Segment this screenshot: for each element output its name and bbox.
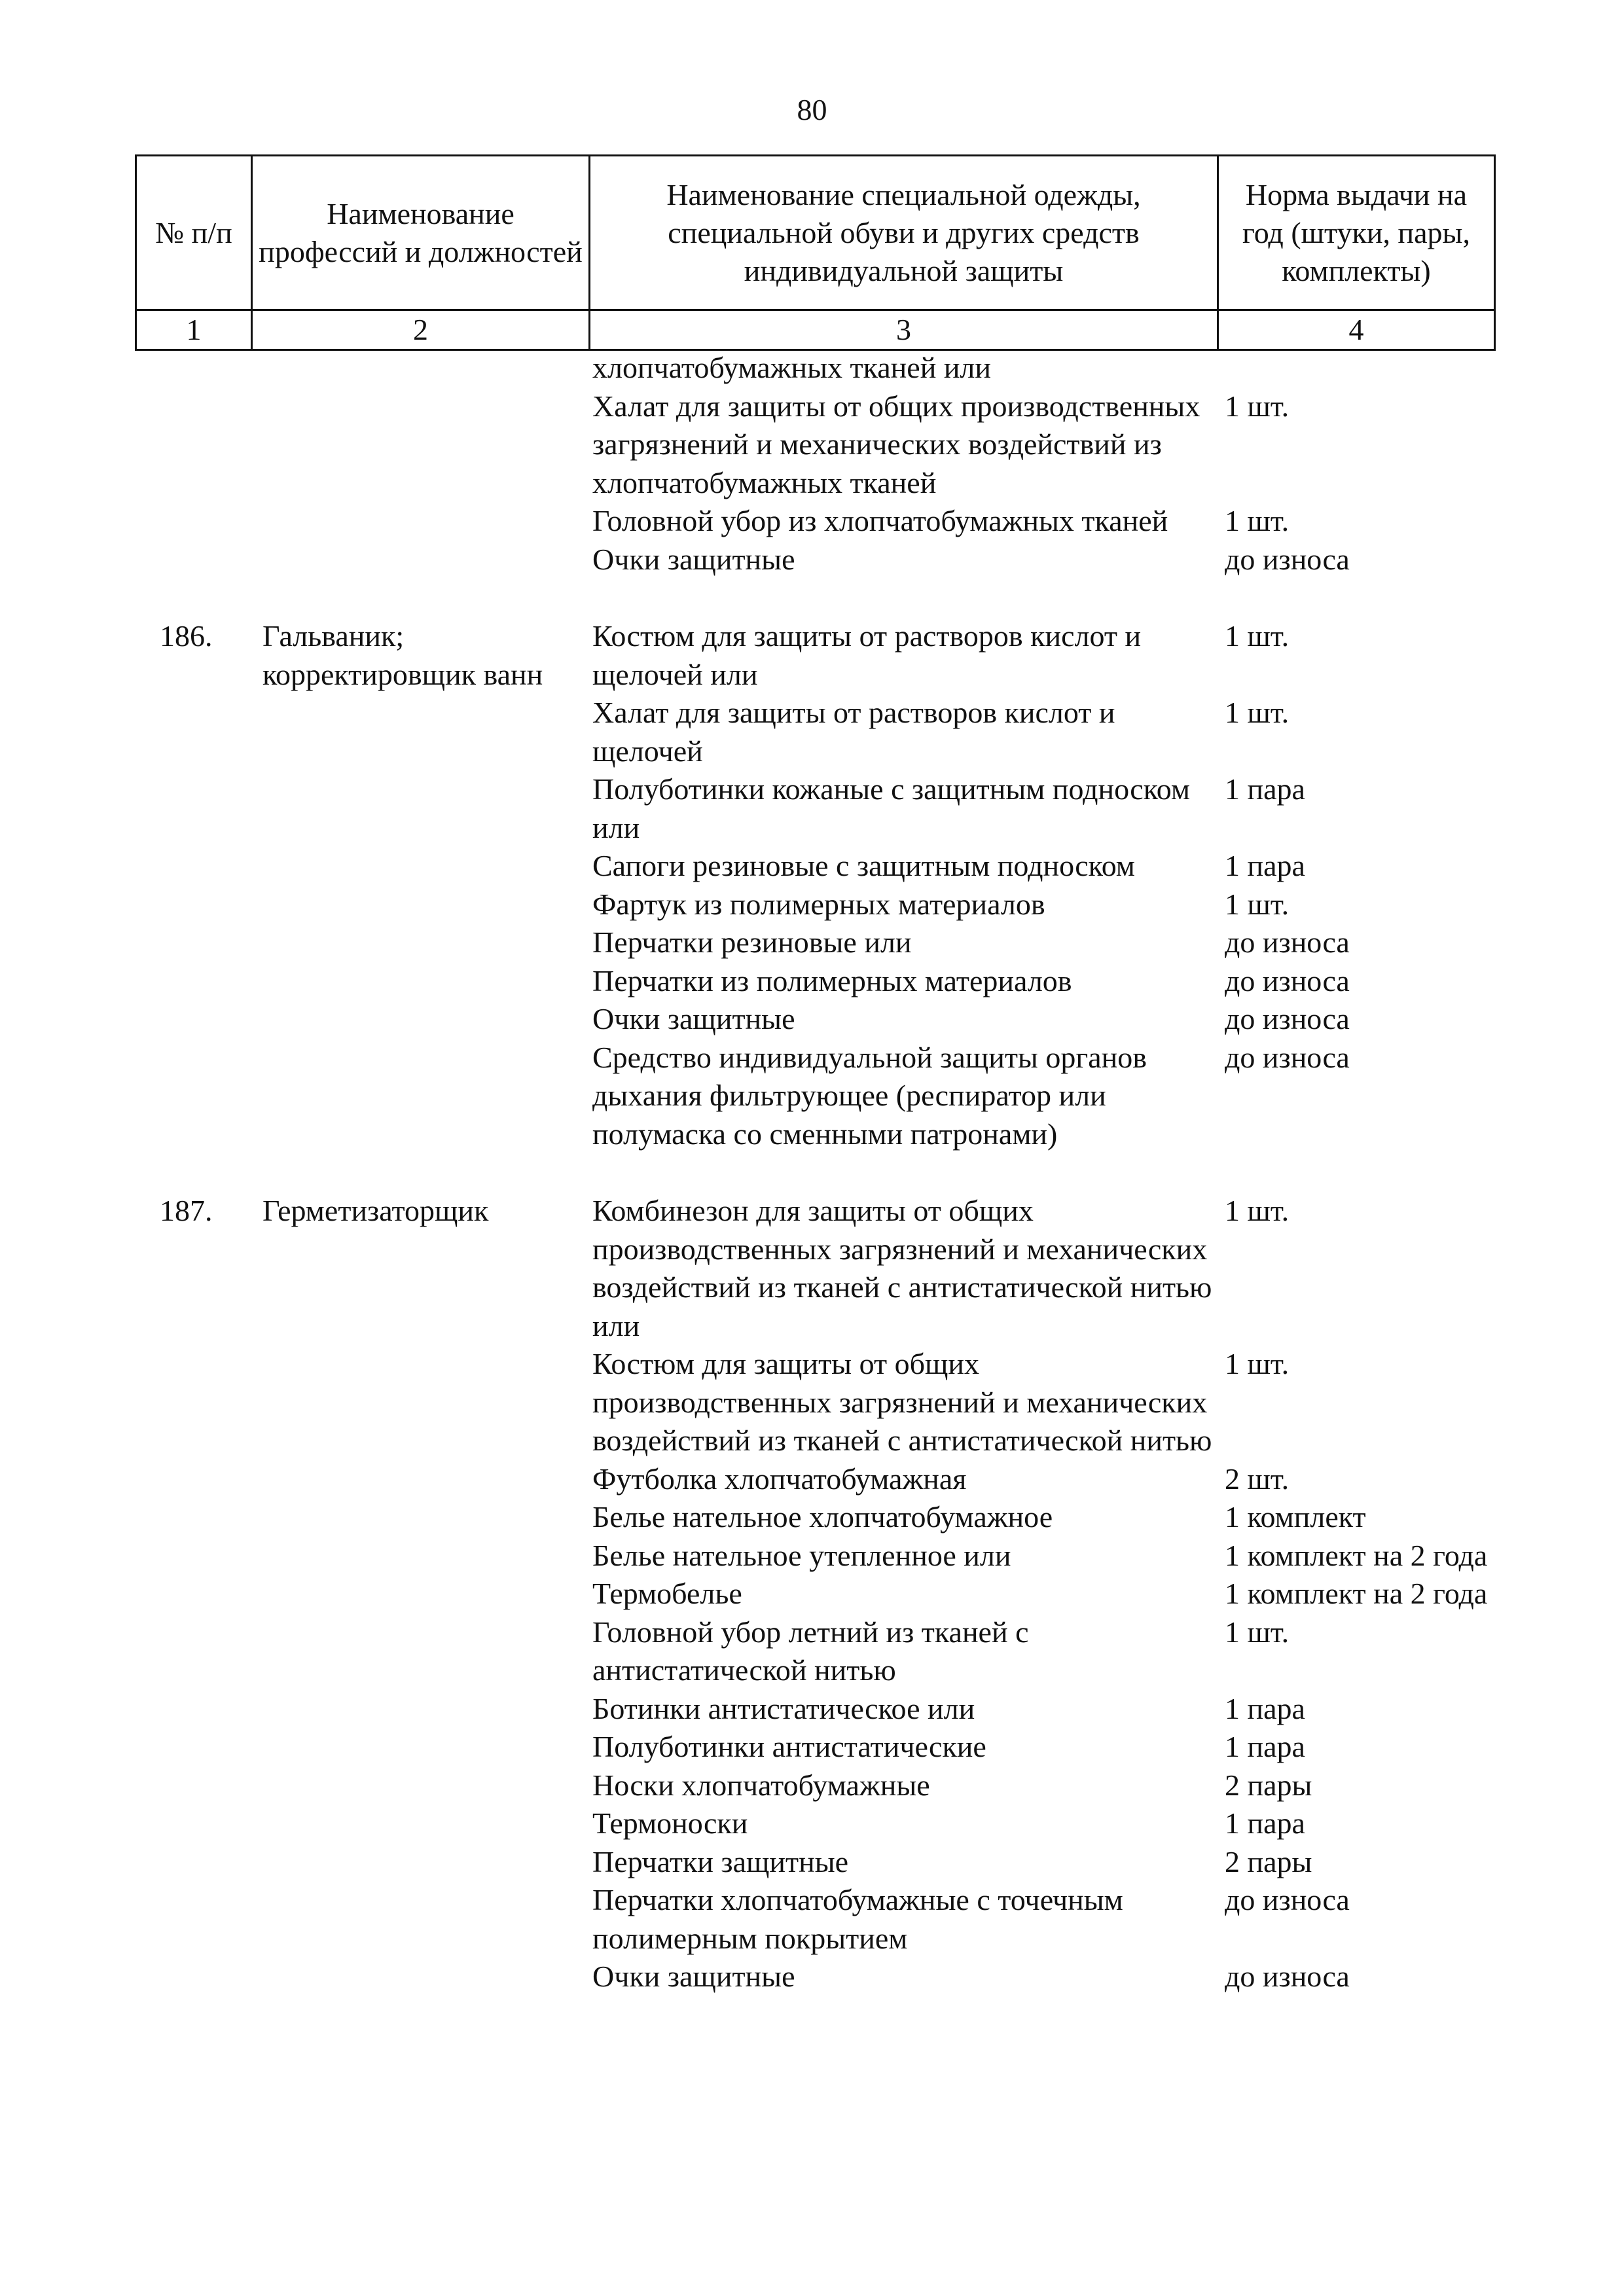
issue-norm: 1 комплект xyxy=(1225,1500,1366,1534)
equipment-name: Халат для защиты от общих производственных загрязнений и механических воздействий из хлопчатобумажных тканей xyxy=(592,389,1200,499)
list-item xyxy=(588,1613,1494,1690)
equipment-name: Перчатки из полимерных материалов xyxy=(592,963,1072,997)
issue-norm: 2 пары xyxy=(1225,1768,1312,1802)
equipment-name: Халат для защиты от растворов кислот и щелочей xyxy=(592,696,1115,768)
issue-norm: до износа xyxy=(1225,1883,1350,1916)
issue-norm: до износа xyxy=(1225,963,1350,997)
equipment-name: Фартук из полимерных материалов xyxy=(592,887,1045,921)
list-item xyxy=(588,617,1494,694)
list-item xyxy=(588,1498,1494,1537)
issue-norm: 2 шт. xyxy=(1225,1462,1290,1496)
equipment-name: Футболка хлопчатобумажная xyxy=(592,1462,967,1496)
list-item xyxy=(588,502,1494,541)
equipment-name: Костюм для защиты от общих производственных загрязнений и механических воздействий из тканей с антистатической нитью xyxy=(592,1347,1212,1457)
equipment-name: Белье нательное утепленное или xyxy=(592,1538,1011,1572)
issue-norm: 1 шт. xyxy=(1225,887,1290,921)
equipment-name: Перчатки резиновые или xyxy=(592,925,912,959)
issue-norm: 1 пара xyxy=(1225,1806,1305,1840)
issue-norm: до износа xyxy=(1225,1960,1350,1993)
profession-name: Гальваник; корректировщик ванн xyxy=(262,619,543,691)
equipment-name: Очки защитные xyxy=(592,1960,795,1993)
row-number: 186. xyxy=(160,619,213,653)
column-header-equipment: Наименование специальной одежды, специальной обуви и других средств индивидуальной защиты xyxy=(590,156,1218,310)
list-item xyxy=(588,1537,1494,1575)
issue-norm: 1 шт. xyxy=(1225,619,1290,653)
equipment-name: Головной убор летний из тканей с антистатической нитью xyxy=(592,1615,1029,1687)
issue-norm: до износа xyxy=(1225,542,1350,576)
list-item xyxy=(588,541,1494,579)
equipment-name: Комбинезон для защиты от общих производственных загрязнений и механических воздействий из тканей с антистатической нитью или xyxy=(592,1194,1212,1342)
equipment-name: Ботинки антистатическое или xyxy=(592,1691,975,1725)
list-item xyxy=(588,387,1494,503)
column-number-1: 1 xyxy=(136,310,252,350)
issue-norm: до износа xyxy=(1225,1002,1350,1035)
list-item xyxy=(588,962,1494,1001)
equipment-name: Перчатки хлопчатобумажные с точечным полимерным покрытием xyxy=(592,1883,1123,1955)
issue-norm: 1 пара xyxy=(1225,849,1305,882)
table-body xyxy=(135,349,1494,1996)
list-item xyxy=(588,924,1494,962)
issue-norm: 1 шт. xyxy=(1225,504,1290,537)
list-item xyxy=(588,1767,1494,1805)
equipment-name: Термоноски xyxy=(592,1806,748,1840)
issue-norm: 1 шт. xyxy=(1225,1194,1290,1227)
issue-norm: 1 комплект на 2 года xyxy=(1225,1577,1488,1610)
equipment-name: Очки защитные xyxy=(592,1002,795,1035)
equipment-name: Головной убор из хлопчатобумажных тканей xyxy=(592,504,1168,537)
list-item xyxy=(588,847,1494,886)
list-item xyxy=(588,1039,1494,1154)
issue-norm: 1 комплект на 2 года xyxy=(1225,1538,1488,1572)
column-header-profession: Наименование профессий и должностей xyxy=(252,156,590,310)
equipment-name: Костюм для защиты от растворов кислот и щелочей или xyxy=(592,619,1142,691)
continuation-block xyxy=(135,349,1494,579)
list-item xyxy=(588,1460,1494,1499)
list-item xyxy=(588,1192,1494,1345)
row-number: 187. xyxy=(160,1194,213,1227)
table-header xyxy=(135,154,1496,351)
equipment-name: Очки защитные xyxy=(592,542,795,576)
table-row xyxy=(135,617,1494,1153)
issue-norm: 1 пара xyxy=(1225,1691,1305,1725)
list-item xyxy=(588,1843,1494,1882)
issue-norm: 1 шт. xyxy=(1225,1615,1290,1649)
page-number: 80 xyxy=(797,93,827,126)
issue-norm: до износа xyxy=(1225,1040,1350,1074)
equipment-name: хлопчатобумажных тканей или xyxy=(592,351,992,384)
equipment-name: Носки хлопчатобумажные xyxy=(592,1768,930,1802)
list-item xyxy=(588,1000,1494,1039)
issue-norm: 2 пары xyxy=(1225,1844,1312,1878)
table-row xyxy=(135,1192,1494,1996)
list-item xyxy=(588,349,1494,387)
list-item xyxy=(588,1345,1494,1460)
equipment-name: Средство индивидуальной защиты органов дыхания фильтрующее (респиратор или полумаска со сменными патронами) xyxy=(592,1040,1147,1151)
column-number-2: 2 xyxy=(252,310,590,350)
issue-norm: 1 шт. xyxy=(1225,1347,1290,1380)
list-item xyxy=(588,1804,1494,1843)
equipment-name: Термобелье xyxy=(592,1577,742,1610)
column-number-4: 4 xyxy=(1218,310,1495,350)
list-item xyxy=(588,1575,1494,1613)
equipment-name: Белье нательное хлопчатобумажное xyxy=(592,1500,1053,1534)
list-item xyxy=(588,1958,1494,1996)
column-header-number: № п/п xyxy=(136,156,252,310)
issue-norm: 1 пара xyxy=(1225,772,1305,806)
equipment-name: Полуботинки кожаные с защитным подноском или xyxy=(592,772,1190,844)
list-item xyxy=(588,1881,1494,1958)
profession-name: Герметизаторщик xyxy=(262,1194,489,1227)
equipment-name: Сапоги резиновые с защитным подноском xyxy=(592,849,1135,882)
column-header-norm: Норма выдачи на год (штуки, пары, комплекты) xyxy=(1218,156,1495,310)
issue-norm xyxy=(1217,349,1494,387)
list-item xyxy=(588,770,1494,847)
list-item xyxy=(588,886,1494,924)
issue-norm: 1 пара xyxy=(1225,1730,1305,1763)
list-item xyxy=(588,694,1494,770)
issue-norm: 1 шт. xyxy=(1225,696,1290,729)
equipment-name: Полуботинки антистатические xyxy=(592,1730,986,1763)
column-number-3: 3 xyxy=(590,310,1218,350)
equipment-name: Перчатки защитные xyxy=(592,1844,849,1878)
list-item xyxy=(588,1728,1494,1767)
issue-norm: до износа xyxy=(1225,925,1350,959)
issue-norm: 1 шт. xyxy=(1225,389,1290,423)
list-item xyxy=(588,1690,1494,1729)
